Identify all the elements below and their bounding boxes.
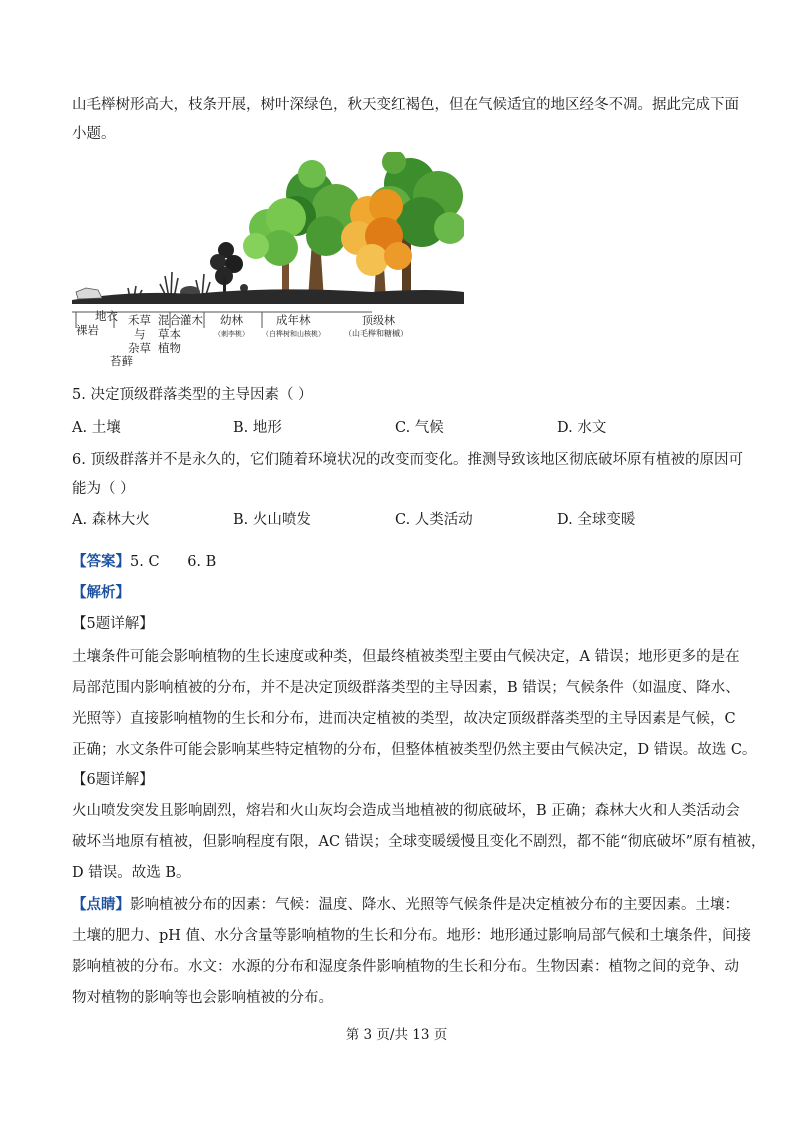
question-6-stem-line-2: 能为（ ） — [72, 481, 135, 497]
question-5-stem: 5. 决定顶级群落类型的主导因素（ ） — [72, 387, 313, 403]
question-6-stem-line-1: 6. 顶级群落并不是永久的，它们随着环境状况的改变而变化。推测导致该地区彻底破坏原有植被的原因可 — [72, 452, 743, 468]
detail-5-line-3: 光照等）直接影响植物的生长和分布，进而决定植被的类型，故决定顶级群落类型的主导因素是气候，C — [72, 711, 736, 727]
label-mixed-1: 混合 — [158, 313, 181, 327]
label-mature-forest-sub: （白桦树和山核桃） — [262, 330, 325, 338]
label-lichen: 地衣 — [95, 309, 118, 323]
shrub — [210, 242, 248, 294]
succession-figure — [72, 152, 464, 374]
q6-option-b[interactable]: B. 火山喷发 — [233, 512, 311, 528]
note-line-1 — [72, 895, 739, 915]
q6-option-a[interactable]: A. 森林大火 — [72, 512, 150, 528]
label-young-forest: 幼林 — [220, 313, 243, 327]
detail-5-line-2: 局部范围内影响植被的分布，并不是决定顶级群落类型的主导因素，B 错误；气候条件（如温度、降水、 — [72, 680, 740, 696]
note-text-1: 影响植被分布的因素：气候：温度、降水、光照等气候条件是决定植被分布的主要因素。土壤： — [130, 897, 739, 913]
label-climax-forest-sub: （山毛榉和糖槭） — [344, 329, 408, 338]
note-line-3: 影响植被的分布。水文：水源的分布和湿度条件影响植物的生长和分布。生物因素：植物之间的竞争、动 — [72, 959, 739, 975]
intro-line-1: 山毛榉树形高大，枝条开展，树叶深绿色，秋天变红褐色，但在气候适宜的地区经冬不凋。据此完成下面 — [72, 97, 739, 113]
ground — [72, 289, 464, 304]
label-moss: 苔藓 — [110, 354, 133, 368]
label-grass-3: 杂草 — [128, 341, 151, 355]
detail-6-line-2: 破坏当地原有植被，但影响程度有限，AC 错误；全球变暖缓慢且变化不剧烈，都不能“彻底破坏”原有植被， — [72, 834, 766, 850]
q5-option-c[interactable]: C. 气候 — [395, 420, 444, 436]
label-shrub: 灌木 — [180, 313, 203, 327]
intro-line-2: 小题。 — [72, 126, 116, 142]
label-climax-forest: 顶级林 — [362, 314, 395, 327]
label-mature-forest: 成年林 — [276, 313, 311, 327]
q5-option-b[interactable]: B. 地形 — [233, 420, 282, 436]
q5-option-a[interactable]: A. 土壤 — [72, 420, 121, 436]
young-tree — [243, 198, 306, 298]
q6-option-d[interactable]: D. 全球变暖 — [557, 512, 636, 528]
note-line-2: 土壤的肥力、pH 值、水分含量等影响植物的生长和分布。地形：地形通过影响局部气候和土壤条件，间接 — [72, 928, 752, 944]
detail-6-tag: 【6题详解】 — [72, 772, 154, 788]
answer-text: 5. C 6. B — [130, 554, 217, 570]
detail-5-line-1: 土壤条件可能会影响植物的生长速度或种类，但最终植被类型主要由气候决定，A 错误；地形更多的是在 — [72, 649, 740, 665]
detail-6-line-1: 火山喷发突发且影响剧烈，熔岩和火山灰均会造成当地植被的彻底破坏，B 正确；森林大火和人类活动会 — [72, 803, 740, 819]
answer-line — [72, 552, 216, 572]
label-grass-2: 与 — [134, 327, 146, 341]
bare-rock-shape — [76, 288, 102, 299]
detail-5-line-4: 正确；水文条件可能会影响某些特定植物的分布，但整体植被类型仍然主要由气候决定，D 错误。故选 C。 — [72, 742, 757, 758]
q5-option-d[interactable]: D. 水文 — [557, 420, 607, 436]
label-mixed-2: 草本 — [158, 327, 181, 341]
label-bare-rock: 裸岩 — [76, 323, 99, 337]
answer-tag: 【答案】 — [72, 553, 130, 570]
note-tag: 【点睛】 — [72, 896, 130, 913]
analysis-tag: 【解析】 — [72, 584, 130, 601]
page-footer: 第 3 页/共 13 页 — [345, 1027, 448, 1043]
detail-5-tag: 【5题详解】 — [72, 616, 154, 632]
label-mixed-3: 植物 — [158, 341, 181, 355]
detail-6-line-3: D 错误。故选 B。 — [72, 865, 191, 881]
note-line-4: 物对植物的影响等也会影响植被的分布。 — [72, 990, 333, 1006]
label-grass-1: 禾草 — [128, 313, 151, 327]
label-young-forest-sub: （刺李桃） — [214, 330, 249, 338]
q6-option-c[interactable]: C. 人类活动 — [395, 512, 473, 528]
